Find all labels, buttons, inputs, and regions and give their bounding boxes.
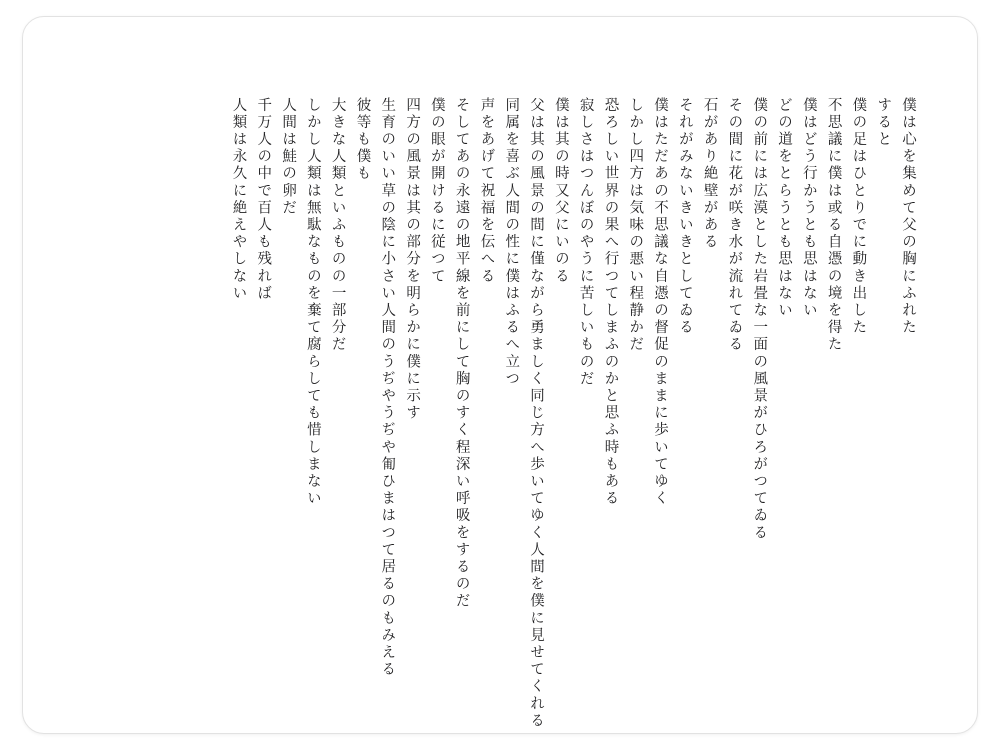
poem-line: すると — [875, 97, 892, 149]
poem-line: 同属を喜ぶ人間の性に僕はふるへ立つ — [503, 97, 520, 388]
poem-line: 石があり絶壁がある — [701, 97, 718, 251]
poem-line: 僕は其の時又父にいのる — [552, 97, 569, 286]
poem-line: 父は其の風景の間に僅ながら勇ましく同じ方へ歩いてゆく人間を僕に見せてくれる — [528, 97, 545, 730]
poem-line: しかし人類は無駄なものを棄て腐らしても惜しまない — [304, 97, 321, 508]
poem-line: 不思議に僕は或る自憑の境を得た — [825, 97, 842, 354]
poem-line: 僕の前には広漠とした岩畳な一面の風景がひろがつてゐる — [751, 97, 768, 542]
poem-line: 人類は永久に絶えやしない — [230, 97, 247, 303]
poem-line: しかし四方は気味の悪い程静かだ — [627, 97, 644, 354]
poem-line: 恐ろしい世界の果へ行つてしまふのかと思ふ時もある — [602, 97, 619, 508]
poem-line: 人間は鮭の卵だ — [280, 97, 297, 217]
poem-line: 声をあげて祝福を伝へる — [478, 97, 495, 286]
poem-line: そしてあの永遠の地平線を前にして胸のすく程深い呼吸をするのだ — [453, 97, 470, 610]
poem-line: その間に花が咲き水が流れてゐる — [726, 97, 743, 354]
poem-line: 生育のいい草の陰に小さい人間のうぢやうぢや匍ひまはつて居るのもみえる — [379, 97, 396, 679]
poem-line: それがみないきいきとしてゐる — [676, 97, 693, 337]
poem-line: どの道をとらうとも思はない — [776, 97, 793, 320]
poem-line: 僕はどう行かうとも思はない — [800, 97, 817, 320]
poem-line: 僕は心を集めて父の胸にふれた — [900, 97, 916, 337]
poem-line: 僕の眼が開けるに従つて — [428, 97, 445, 286]
poem-line: 千万人の中で百人も残れば — [255, 97, 272, 303]
poem-line: 僕はただあの不思議な自憑の督促のままに歩いてゆく — [652, 97, 669, 508]
document-page — [22, 16, 978, 734]
poem-body — [85, 97, 916, 730]
poem-line: 彼等も僕も — [354, 97, 371, 183]
poem-line: 僕の足はひとりでに動き出した — [850, 97, 867, 337]
poem-line: 大きな人類といふものの一部分だ — [329, 97, 346, 354]
poem-line: 四方の風景は其の部分を明らかに僕に示す — [404, 97, 421, 422]
poem-line: 寂しさはつんぼのやうに苦しいものだ — [577, 97, 594, 388]
